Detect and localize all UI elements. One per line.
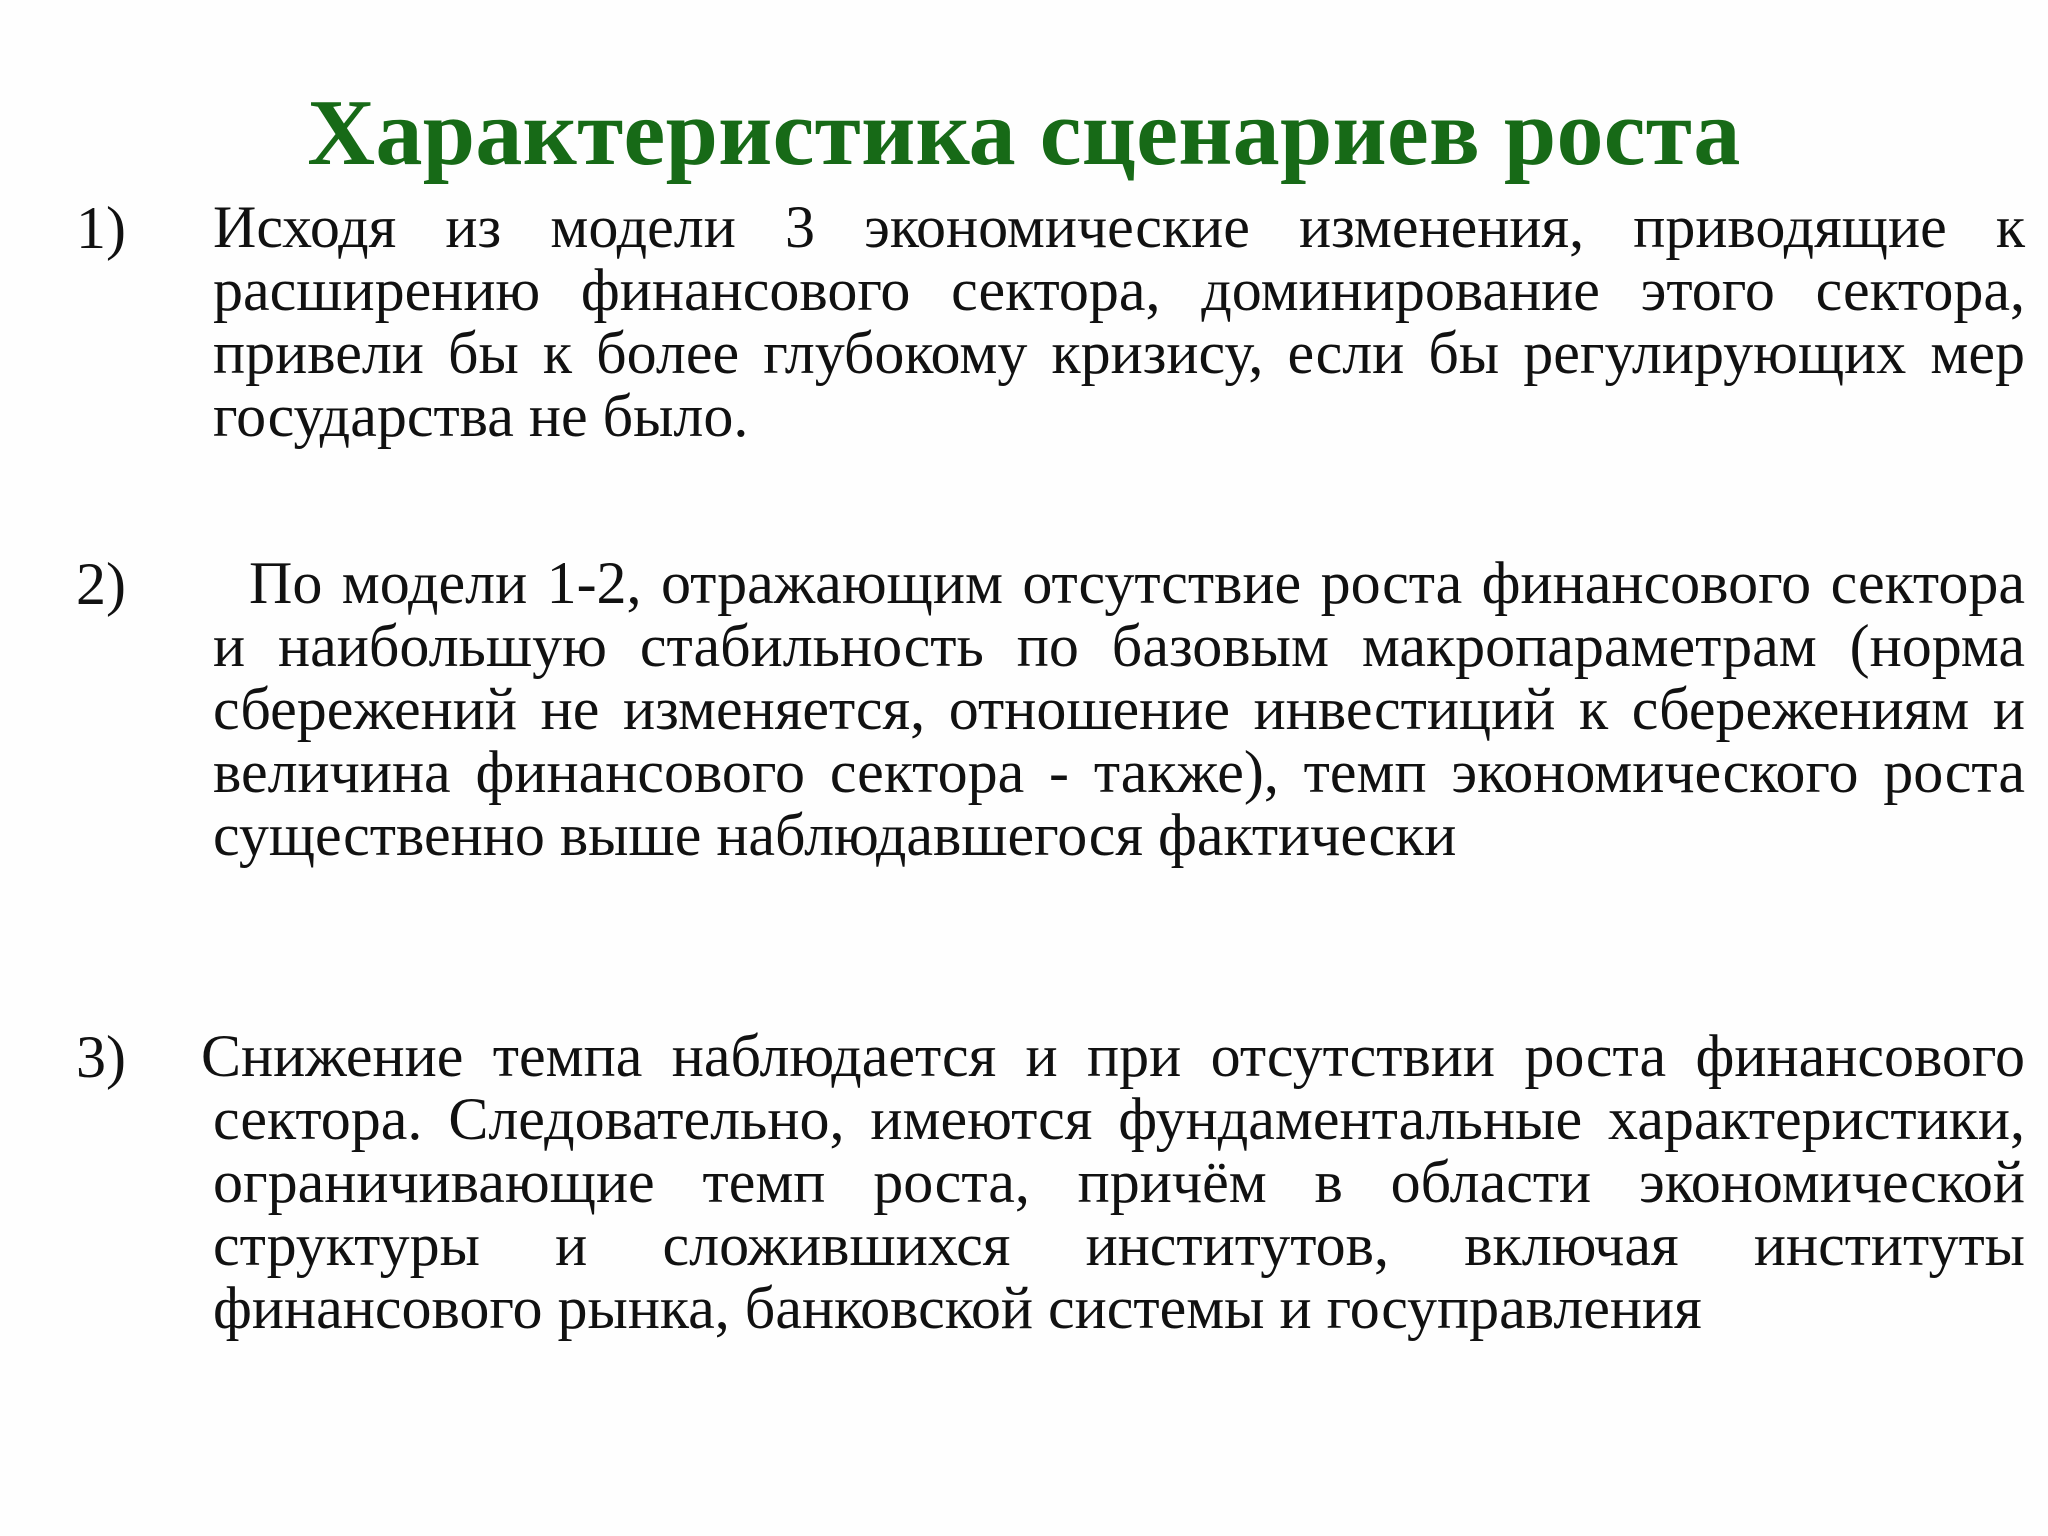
item-number: 3) [76,1024,126,1090]
item-text: Исходя из модели 3 экономические изменения, приводящие к расширению финансового сектора, доминирование этого сектора, привели бы к более глубокому кризису, если бы регулирующих мер государства не было. [213,194,2025,449]
slide-title: Характеристика сценариев роста [307,81,1741,185]
item-text: Снижение темпа наблюдается и при отсутствии роста финансового сектора. Следовательно, имеются фундаментальные характеристики, ограничивающие темп роста, причём в области экономической структуры и сложившихся институтов, включая институты финансового рынка, банковской системы и госуправления [201,1023,2025,1341]
item-number: 1) [76,195,126,261]
item-number: 2) [76,551,126,617]
item-text: По модели 1-2, отражающим отсутствие роста финансового сектора и наибольшую стабильность по базовым макропараметрам (норма сбережений не изменяется, отношение инвестиций к сбережениям и величина финансового сектора - также), темп экономического роста существенно выше наблюдавшегося фактически [213,550,2025,868]
